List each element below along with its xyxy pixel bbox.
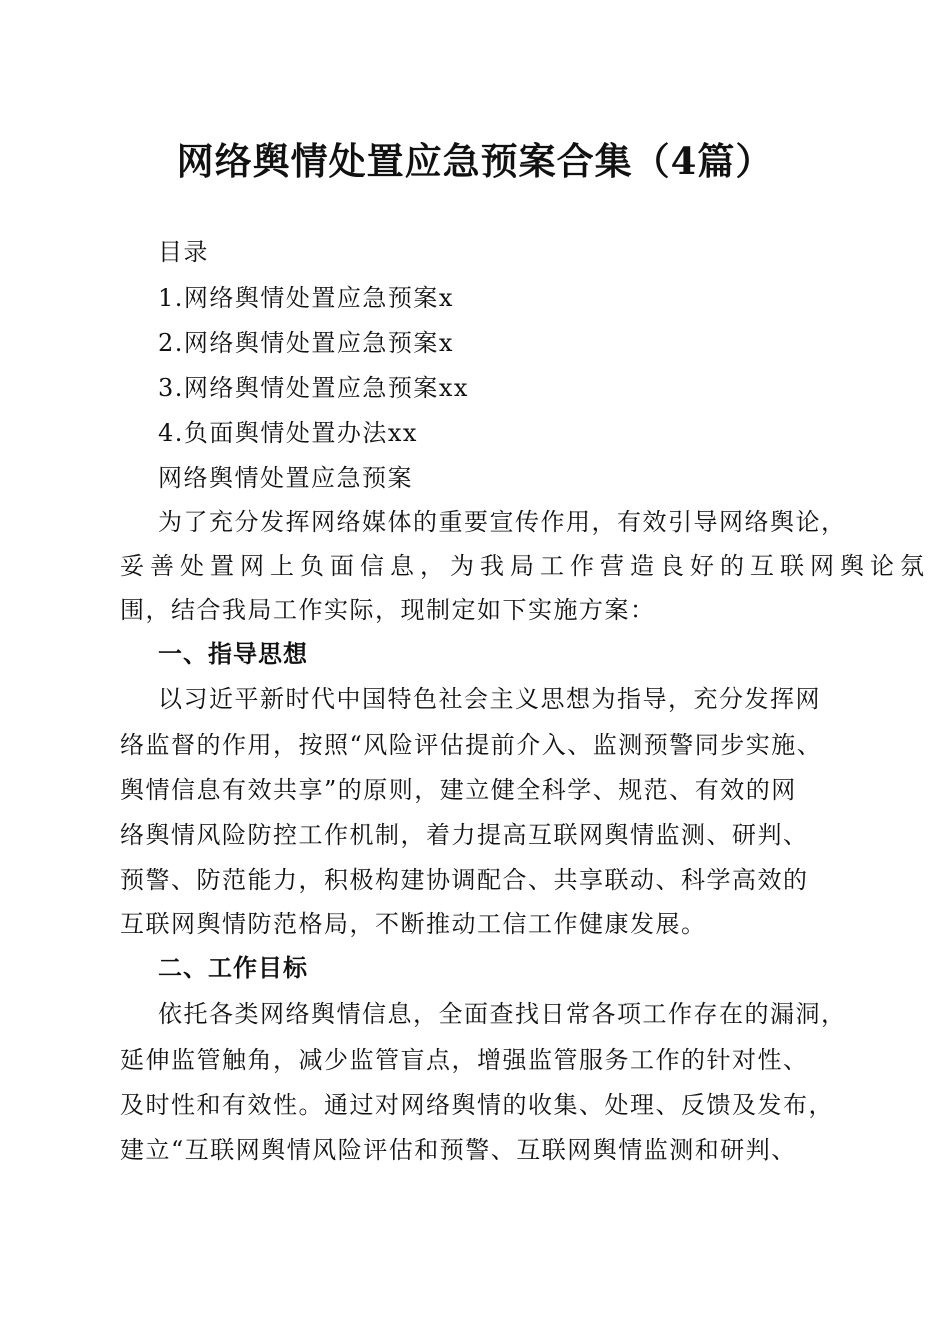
- toc-heading: 目录: [158, 238, 209, 266]
- document-title: 网络舆情处置应急预案合集（4篇）: [176, 139, 774, 183]
- part2-heading: 二、工作目标: [158, 954, 308, 982]
- part1-line: 络监督的作用，按照“风险评估提前介入、监测预警同步实施、: [120, 731, 823, 759]
- toc-item: 3.网络舆情处置应急预案xx: [158, 374, 469, 402]
- part2-line: 及时性和有效性。通过对网络舆情的收集、处理、反馈及发布，: [120, 1091, 834, 1119]
- section-title: 网络舆情处置应急预案: [158, 464, 413, 492]
- toc-item: 1.网络舆情处置应急预案x: [158, 284, 454, 312]
- part2-line: 依托各类网络舆情信息，全面查找日常各项工作存在的漏洞，: [158, 1000, 847, 1028]
- toc-item: 2.网络舆情处置应急预案x: [158, 329, 454, 357]
- toc-item: 4.负面舆情处置办法xx: [158, 419, 418, 447]
- part1-line: 互联网舆情防范格局，不断推动工信工作健康发展。: [120, 910, 707, 938]
- part2-line: 延伸监管触角，减少监管盲点，增强监管服务工作的针对性、: [120, 1046, 809, 1074]
- part2-line: 建立“互联网舆情风险评估和预警、互联网舆情监测和研判、: [120, 1136, 797, 1164]
- part1-line: 预警、防范能力，积极构建协调配合、共享联动、科学高效的: [120, 866, 809, 894]
- intro-line: 妥善处置网上负面信息，为我局工作营造良好的互联网舆论氛: [120, 552, 930, 580]
- part1-line: 络舆情风险防控工作机制，着力提高互联网舆情监测、研判、: [120, 821, 809, 849]
- intro-line: 围，结合我局工作实际，现制定如下实施方案：: [120, 596, 656, 624]
- intro-line: 为了充分发挥网络媒体的重要宣传作用，有效引导网络舆论，: [158, 508, 847, 536]
- part1-line: 舆情信息有效共享”的原则，建立健全科学、规范、有效的网: [120, 776, 797, 804]
- part1-line: 以习近平新时代中国特色社会主义思想为指导，充分发挥网: [158, 685, 821, 713]
- part1-heading: 一、指导思想: [158, 640, 308, 668]
